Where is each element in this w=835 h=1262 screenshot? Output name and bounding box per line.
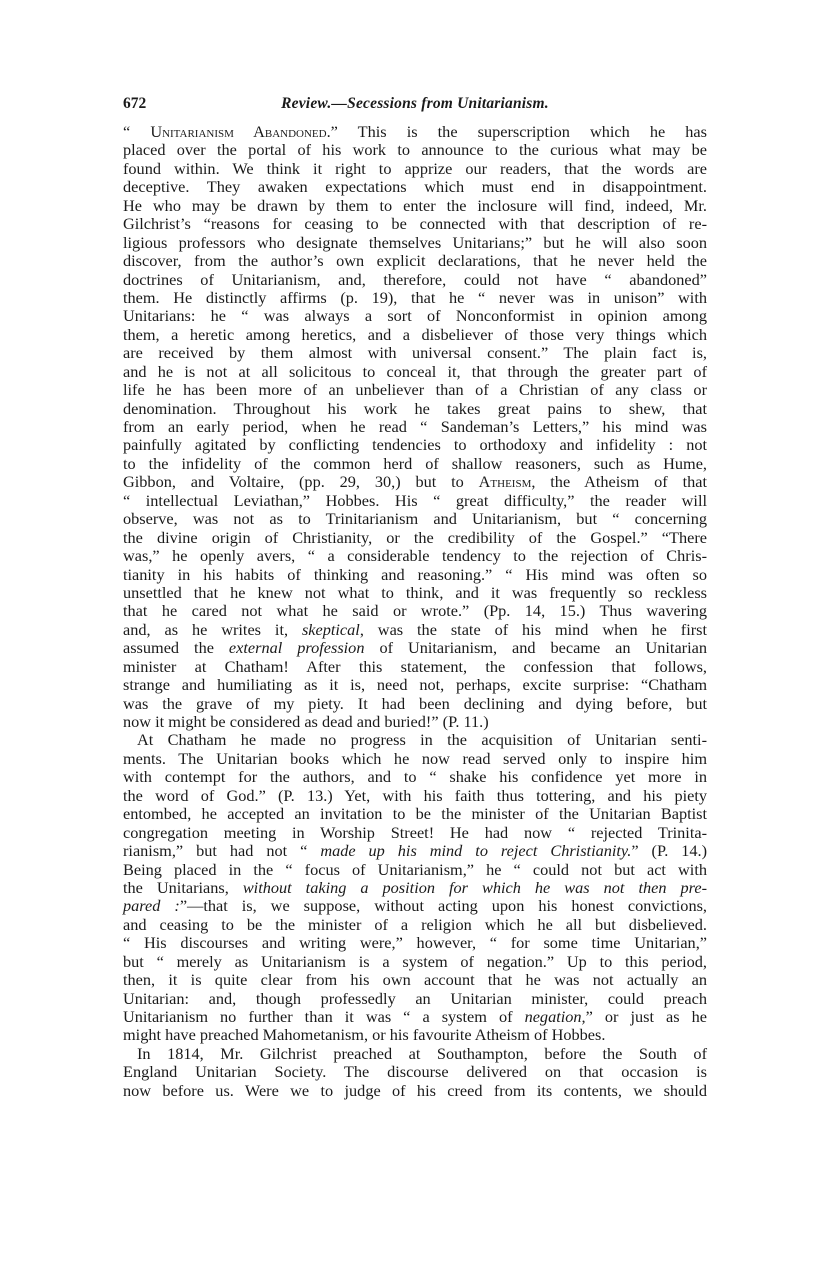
text-line (123, 750, 707, 768)
text-run: and he is not at all solicitous to conceal it, that through the greater part of (123, 361, 707, 381)
text-run: found within. We think it right to apprize our readers, that the words are (123, 158, 707, 178)
text-run: and ceasing to be the minister of a religion which he all but disbelieved. (123, 914, 707, 934)
text-line (123, 547, 707, 565)
text-line (123, 344, 707, 362)
text-line (123, 160, 707, 178)
text-run: that he cared not what he said or wrote.” (Pp. 14, 15.) Thus wavering (123, 601, 707, 621)
text-line (123, 234, 707, 252)
text-run: deceptive. They awaken expectations which must end in disappointment. (123, 177, 707, 197)
text-line (123, 141, 707, 159)
running-head (123, 94, 707, 114)
text-line (123, 381, 707, 399)
italic-text: without taking a position for which he was not then pre- (242, 877, 708, 897)
text-line (123, 123, 707, 141)
text-line (123, 824, 707, 842)
text-run: strange and humiliating as it is, need not, perhaps, excite surprise: “Chatham (123, 675, 707, 695)
italic-text: skeptical (301, 619, 360, 639)
text-line (123, 455, 707, 473)
text-run: In 1814, Mr. Gilchrist preached at Southampton, before the South of (137, 1043, 707, 1063)
text-line (123, 990, 707, 1008)
article-body (123, 123, 707, 1100)
text-line (123, 197, 707, 215)
text-run: unsettled that he knew not what to think, and it was frequently so reckless (123, 582, 707, 602)
text-line (123, 897, 707, 915)
text-run: ments. The Unitarian books which he now read served only to inspire him (123, 748, 707, 768)
text-run: ” or just as he (585, 1007, 707, 1026)
text-run: then, it is quite clear from his own account that he was not actually an (123, 970, 707, 990)
text-line (123, 215, 707, 233)
text-run: now before us. Were we to judge of his creed from its contents, we should (123, 1080, 707, 1100)
text-run: Being placed in the “ focus of Unitarianism,” he “ could not but act with (123, 859, 707, 879)
text-line (123, 971, 707, 989)
text-run: England Unitarian Society. The discourse delivered on that occasion is (123, 1062, 707, 1082)
text-run: doctrines of Unitarianism, and, therefore, could not have “ abandoned” (123, 269, 707, 289)
text-run: the Unitarians, (123, 877, 243, 897)
text-line (123, 934, 707, 952)
text-run: are received by them almost with universal consent.” The plain fact is, (123, 343, 707, 363)
text-run: was,” he openly avers, “ a considerable tendency to the rejection of Chris- (123, 546, 707, 566)
text-line (123, 768, 707, 786)
text-run: from an early period, when he read “ Sandeman’s Letters,” his mind was (123, 417, 707, 436)
text-line (123, 676, 707, 694)
text-line (123, 1045, 707, 1063)
text-line (123, 289, 707, 307)
italic-text: pared : (123, 896, 180, 916)
text-run: assumed the (123, 638, 229, 658)
text-line (123, 731, 707, 749)
text-run: was the grave of my piety. It had been declining and dying before, but (123, 693, 707, 713)
text-line (123, 436, 707, 454)
text-run: them, a heretic among heretics, and a disbeliever of those very things which (123, 324, 707, 344)
text-line (123, 805, 707, 823)
text-run: the divine origin of Christianity, or the credibility of the Gospel.” “There (123, 527, 707, 547)
text-line (123, 363, 707, 381)
text-line (123, 658, 707, 676)
text-run: the word of God.” (P. 13.) Yet, with his faith thus tottering, and his piety (123, 785, 707, 805)
text-run: discover, from the author’s own explicit declarations, that he never held the (123, 251, 707, 271)
text-run: them. He distinctly affirms (p. 19), that he “ never was in unison” with (123, 287, 707, 307)
text-line (123, 842, 707, 860)
text-line (123, 473, 707, 491)
small-caps-text: Unitarianism Abandoned. (150, 122, 331, 141)
text-run: entombed, he accepted an invitation to be the minister of the Unitarian Baptist (123, 804, 707, 824)
text-line (123, 1008, 707, 1026)
text-run: denomination. Throughout his work he takes great pains to shew, that (123, 398, 707, 418)
text-run: observe, was not as to Trinitarianism and Unitarianism, but “ concerning (123, 509, 707, 529)
text-line (123, 307, 707, 325)
text-run: Unitarian: and, though professedly an Unitarian minister, could preach (123, 988, 707, 1008)
text-run: Gilchrist’s “reasons for ceasing to be connected with that description of re- (123, 214, 707, 234)
text-run: minister at Chatham! After this statement, the confession that follows, (123, 656, 707, 676)
text-line (123, 510, 707, 528)
text-line (123, 584, 707, 602)
paragraph (123, 123, 707, 731)
text-run: He who may be drawn by them to enter the inclosure will find, indeed, Mr. (123, 195, 707, 215)
text-line (123, 621, 707, 639)
text-run: ”—that is, we suppose, without acting upon his honest convictions, (179, 896, 707, 916)
text-run: life he has been more of an unbeliever than of a Christian of any class or (123, 380, 707, 400)
text-run: might have preached Mahometanism, or his favourite Atheism of Hobbes. (123, 1025, 606, 1045)
text-line (123, 271, 707, 289)
text-run: ligious professors who designate themselves Unitarians;” but he will also soon (123, 232, 707, 252)
text-run: placed over the portal of his work to announce to the curious what may be (123, 140, 707, 160)
text-run: with contempt for the authors, and to “ shake his confidence yet more in (123, 767, 707, 787)
text-run: and, as he writes it, (123, 619, 302, 639)
text-run: , the Atheism of that (531, 472, 707, 492)
text-run: , was the state of his mind when he first (359, 619, 708, 639)
text-line (123, 787, 707, 805)
text-line (123, 916, 707, 934)
paragraph (123, 731, 707, 1044)
text-line (123, 861, 707, 879)
text-line (123, 566, 707, 584)
text-line (123, 326, 707, 344)
italic-text: negation, (524, 1007, 586, 1026)
text-line (123, 953, 707, 971)
text-run: “ (123, 122, 151, 141)
text-line (123, 1082, 707, 1100)
text-run: ” This is the superscription which he has (330, 122, 707, 141)
text-run: painfully agitated by conflicting tendencies to orthodoxy and infidelity : not (123, 435, 707, 455)
text-run: Unitarianism no further than it was “ a system of (123, 1007, 525, 1026)
text-run: At Chatham he made no progress in the acquisition of Unitarian senti- (137, 730, 707, 750)
text-line (123, 529, 707, 547)
text-run: congregation meeting in Worship Street! He had now “ rejected Trinita- (123, 822, 707, 842)
text-line (123, 400, 707, 418)
text-run: of Unitarianism, and became an Unitarian (364, 638, 707, 658)
text-run: rianism,” but had not “ (123, 841, 321, 861)
running-title: Review.—Secessions from Unitarianism. (281, 95, 549, 112)
text-run: “ His discourses and writing were,” however, “ for some time Unitarian,” (123, 933, 707, 953)
text-line (123, 252, 707, 270)
text-run: to the infidelity of the common herd of shallow reasoners, such as Hume, (123, 453, 707, 473)
text-line (123, 1026, 707, 1044)
text-run: Gibbon, and Voltaire, (pp. 29, 30,) but to (123, 472, 479, 492)
text-run: Unitarians: he “ was always a sort of Nonconformist in opinion among (123, 306, 707, 326)
text-line (123, 1063, 707, 1081)
italic-text: made up his mind to reject Christianity. (320, 841, 632, 861)
text-line (123, 713, 707, 731)
text-run: ” (P. 14.) (631, 841, 708, 861)
paragraph (123, 1045, 707, 1100)
text-run: but “ merely as Unitarianism is a system of negation.” Up to this period, (123, 951, 707, 971)
small-caps-text: Atheism (478, 472, 532, 492)
text-line (123, 602, 707, 620)
text-run: “ intellectual Leviathan,” Hobbes. His “ great difficulty,” the reader will (123, 490, 707, 510)
text-line (123, 695, 707, 713)
text-line (123, 418, 707, 436)
text-run: tianity in his habits of thinking and reasoning.” “ His mind was often so (123, 564, 707, 584)
text-line (123, 178, 707, 196)
text-line (123, 492, 707, 510)
italic-text: external profession (228, 638, 365, 658)
text-line (123, 639, 707, 657)
page-number: 672 (123, 95, 147, 112)
text-line (123, 879, 707, 897)
text-run: now it might be considered as dead and buried!” (P. 11.) (123, 712, 489, 731)
